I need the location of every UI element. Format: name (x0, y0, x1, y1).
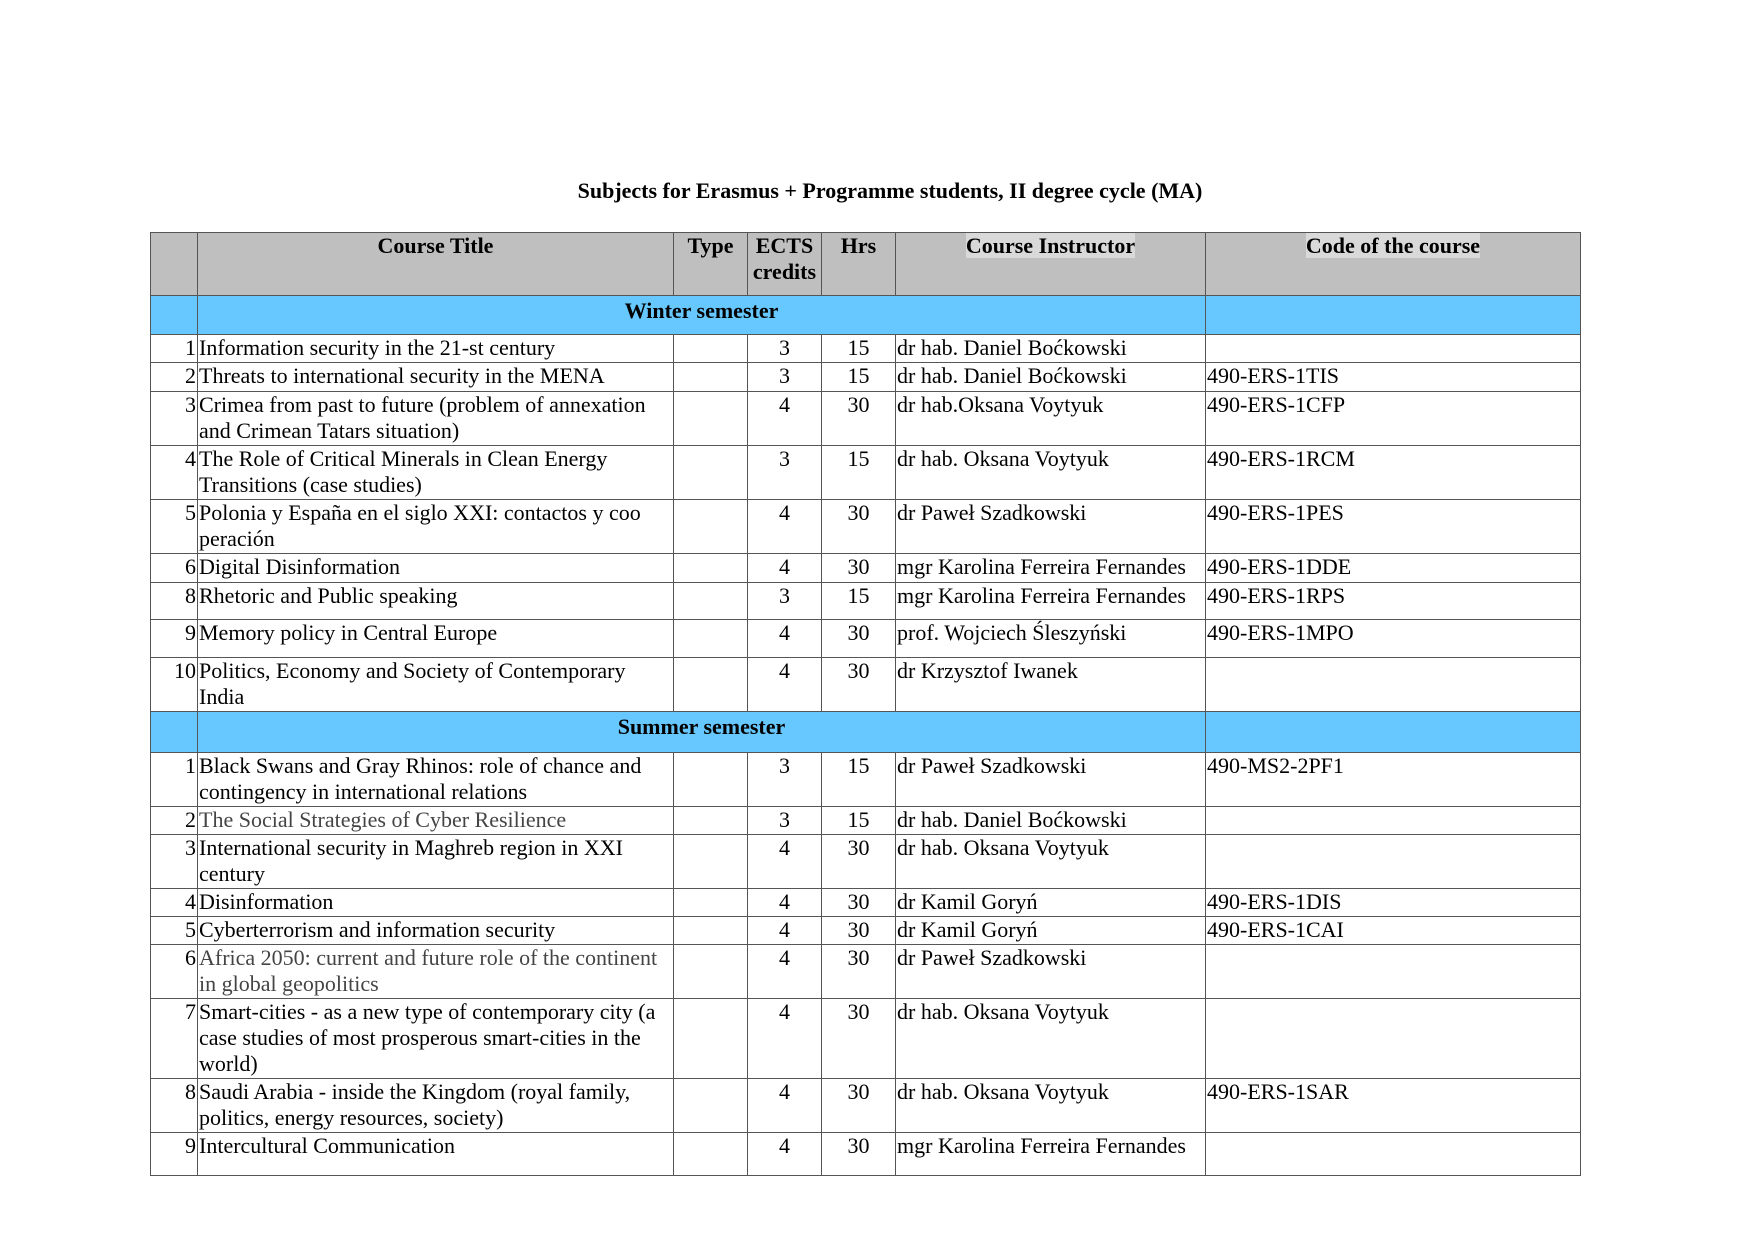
row-number: 8 (151, 1079, 198, 1133)
col-header-instructor-label: Course Instructor (965, 233, 1136, 258)
course-code: 490-ERS-1CFP (1206, 392, 1581, 446)
course-instructor: dr hab. Oksana Voytyuk (896, 1079, 1206, 1133)
course-title: The Role of Critical Minerals in Clean Energy Transitions (case studies) (198, 446, 674, 500)
course-title: Threats to international security in the MENA (198, 363, 674, 392)
row-number: 6 (151, 554, 198, 583)
col-header-ects (748, 233, 822, 296)
semester-blank-cell (151, 712, 198, 753)
course-instructor: dr Kamil Goryń (896, 889, 1206, 917)
course-code (1206, 835, 1581, 889)
course-instructor: mgr Karolina Ferreira Fernandes (896, 583, 1206, 620)
row-number: 3 (151, 835, 198, 889)
course-type (674, 446, 748, 500)
course-code: 490-ERS-1MPO (1206, 620, 1581, 658)
course-hrs: 15 (822, 753, 896, 807)
course-ects: 3 (748, 583, 822, 620)
table-row (151, 583, 1581, 620)
course-title: Digital Disinformation (198, 554, 674, 583)
row-number: 6 (151, 945, 198, 999)
table-row (151, 335, 1581, 363)
course-instructor: dr Kamil Goryń (896, 917, 1206, 945)
course-instructor: dr hab. Oksana Voytyuk (896, 999, 1206, 1079)
course-type (674, 753, 748, 807)
course-hrs: 30 (822, 1133, 896, 1176)
table-row (151, 392, 1581, 446)
course-type (674, 835, 748, 889)
course-code: 490-ERS-1DIS (1206, 889, 1581, 917)
course-instructor: mgr Karolina Ferreira Fernandes (896, 1133, 1206, 1176)
course-title: Disinformation (198, 889, 674, 917)
col-header-num (151, 233, 198, 296)
course-ects: 3 (748, 363, 822, 392)
table-row (151, 658, 1581, 712)
row-number: 4 (151, 889, 198, 917)
course-type (674, 807, 748, 835)
course-instructor: dr hab. Daniel Boćkowski (896, 335, 1206, 363)
course-type (674, 999, 748, 1079)
course-instructor: dr Paweł Szadkowski (896, 500, 1206, 554)
row-number: 1 (151, 335, 198, 363)
row-number: 10 (151, 658, 198, 712)
course-title: Black Swans and Gray Rhinos: role of chance and contingency in international relations (198, 753, 674, 807)
col-header-hrs: Hrs (822, 233, 896, 296)
course-type (674, 500, 748, 554)
row-number: 8 (151, 583, 198, 620)
row-number: 2 (151, 363, 198, 392)
winter-semester-row (151, 296, 1581, 335)
course-hrs: 30 (822, 889, 896, 917)
course-code (1206, 807, 1581, 835)
col-header-ects-line2: credits (752, 259, 817, 284)
course-code: 490-ERS-1SAR (1206, 1079, 1581, 1133)
course-type (674, 945, 748, 999)
course-code: 490-ERS-1CAI (1206, 917, 1581, 945)
col-header-code (1206, 233, 1581, 296)
col-header-ects-line1: ECTS (755, 233, 814, 258)
course-instructor: dr Paweł Szadkowski (896, 945, 1206, 999)
course-ects: 4 (748, 554, 822, 583)
course-type (674, 917, 748, 945)
course-code (1206, 335, 1581, 363)
course-type (674, 889, 748, 917)
courses-table (150, 232, 1581, 1176)
course-instructor: dr Paweł Szadkowski (896, 753, 1206, 807)
row-number: 9 (151, 1133, 198, 1176)
winter-section (151, 296, 1581, 712)
course-title: Rhetoric and Public speaking (198, 583, 674, 620)
course-code: 490-ERS-1DDE (1206, 554, 1581, 583)
row-number: 5 (151, 500, 198, 554)
course-hrs: 30 (822, 917, 896, 945)
table-row (151, 500, 1581, 554)
course-instructor: dr hab. Daniel Boćkowski (896, 807, 1206, 835)
course-ects: 3 (748, 446, 822, 500)
course-title: Saudi Arabia - inside the Kingdom (royal family, politics, energy resources, society) (198, 1079, 674, 1133)
course-ects: 3 (748, 753, 822, 807)
course-type (674, 583, 748, 620)
semester-blank-cell (1206, 712, 1581, 753)
col-header-course-title: Course Title (198, 233, 674, 296)
course-instructor: dr hab. Oksana Voytyuk (896, 835, 1206, 889)
header-row (151, 233, 1581, 296)
table-row (151, 446, 1581, 500)
table-row (151, 554, 1581, 583)
course-hrs: 30 (822, 658, 896, 712)
course-hrs: 15 (822, 807, 896, 835)
course-hrs: 30 (822, 554, 896, 583)
course-title: Africa 2050: current and future role of the continent in global geopolitics (198, 945, 674, 999)
course-instructor: prof. Wojciech Śleszyński (896, 620, 1206, 658)
table-row (151, 1133, 1581, 1176)
course-type (674, 363, 748, 392)
course-type (674, 1133, 748, 1176)
course-ects: 3 (748, 335, 822, 363)
course-title: Memory policy in Central Europe (198, 620, 674, 658)
course-type (674, 1079, 748, 1133)
course-code (1206, 1133, 1581, 1176)
course-instructor: dr hab. Daniel Boćkowski (896, 363, 1206, 392)
row-number: 1 (151, 753, 198, 807)
table-row (151, 999, 1581, 1079)
table-row (151, 835, 1581, 889)
course-code (1206, 658, 1581, 712)
course-hrs: 30 (822, 945, 896, 999)
course-code: 490-ERS-1PES (1206, 500, 1581, 554)
course-ects: 4 (748, 1133, 822, 1176)
course-hrs: 30 (822, 392, 896, 446)
course-ects: 4 (748, 500, 822, 554)
course-hrs: 15 (822, 583, 896, 620)
course-ects: 4 (748, 392, 822, 446)
row-number: 7 (151, 999, 198, 1079)
course-hrs: 15 (822, 446, 896, 500)
course-title: The Social Strategies of Cyber Resilience (198, 807, 674, 835)
course-type (674, 392, 748, 446)
course-title: Information security in the 21-st century (198, 335, 674, 363)
course-title: Polonia y España en el siglo XXI: contactos y coo peración (198, 500, 674, 554)
course-code: 490-ERS-1TIS (1206, 363, 1581, 392)
table-row (151, 620, 1581, 658)
course-ects: 4 (748, 835, 822, 889)
course-type (674, 658, 748, 712)
course-ects: 3 (748, 807, 822, 835)
summer-semester-row (151, 712, 1581, 753)
course-ects: 4 (748, 999, 822, 1079)
row-number: 3 (151, 392, 198, 446)
course-code (1206, 945, 1581, 999)
table-row (151, 945, 1581, 999)
table-row (151, 753, 1581, 807)
semester-blank-cell (151, 296, 198, 335)
course-hrs: 15 (822, 363, 896, 392)
course-hrs: 15 (822, 335, 896, 363)
course-title: Politics, Economy and Society of Contemporary India (198, 658, 674, 712)
page-title: Subjects for Erasmus + Programme students, II degree cycle (MA) (577, 178, 1203, 203)
course-ects: 4 (748, 658, 822, 712)
table-row (151, 363, 1581, 392)
course-code: 490-ERS-1RPS (1206, 583, 1581, 620)
col-header-type: Type (674, 233, 748, 296)
row-number: 2 (151, 807, 198, 835)
course-code: 490-MS2-2PF1 (1206, 753, 1581, 807)
course-instructor: mgr Karolina Ferreira Fernandes (896, 554, 1206, 583)
course-hrs: 30 (822, 999, 896, 1079)
summer-semester-label: Summer semester (198, 712, 1206, 753)
course-instructor: dr hab.Oksana Voytyuk (896, 392, 1206, 446)
col-header-instructor (896, 233, 1206, 296)
course-hrs: 30 (822, 620, 896, 658)
winter-semester-label: Winter semester (198, 296, 1206, 335)
course-ects: 4 (748, 917, 822, 945)
course-type (674, 620, 748, 658)
row-number: 4 (151, 446, 198, 500)
course-title: Crimea from past to future (problem of annexation and Crimean Tatars situation) (198, 392, 674, 446)
course-title: Cyberterrorism and information security (198, 917, 674, 945)
course-instructor: dr hab. Oksana Voytyuk (896, 446, 1206, 500)
course-ects: 4 (748, 1079, 822, 1133)
table-row (151, 807, 1581, 835)
table-row (151, 917, 1581, 945)
course-ects: 4 (748, 889, 822, 917)
course-type (674, 554, 748, 583)
course-title: Smart-cities - as a new type of contemporary city (a case studies of most prosperous smart-cities in the world) (198, 999, 674, 1079)
course-hrs: 30 (822, 835, 896, 889)
course-ects: 4 (748, 945, 822, 999)
semester-blank-cell (1206, 296, 1581, 335)
course-type (674, 335, 748, 363)
table-row (151, 1079, 1581, 1133)
col-header-code-label: Code of the course (1305, 233, 1481, 258)
course-ects: 4 (748, 620, 822, 658)
row-number: 9 (151, 620, 198, 658)
table-row (151, 889, 1581, 917)
course-title: International security in Maghreb region in XXI century (198, 835, 674, 889)
summer-section (151, 712, 1581, 1176)
course-hrs: 30 (822, 500, 896, 554)
course-code (1206, 999, 1581, 1079)
course-code: 490-ERS-1RCM (1206, 446, 1581, 500)
course-title: Intercultural Communication (198, 1133, 674, 1176)
course-instructor: dr Krzysztof Iwanek (896, 658, 1206, 712)
course-hrs: 30 (822, 1079, 896, 1133)
row-number: 5 (151, 917, 198, 945)
